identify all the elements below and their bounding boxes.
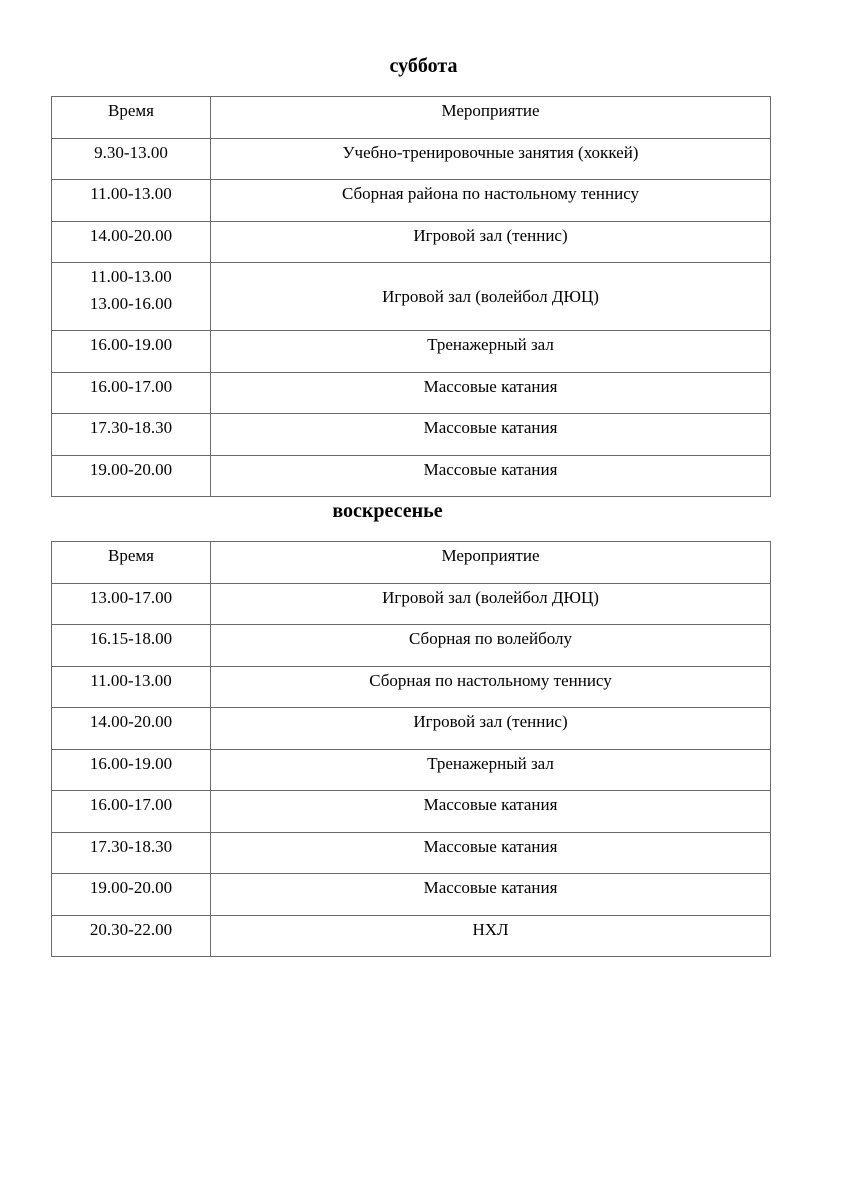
table-row	[52, 180, 771, 222]
event-cell: НХЛ	[211, 915, 771, 957]
time-column-header: Время	[52, 97, 211, 139]
time-cell: 16.00-19.00	[52, 331, 211, 373]
event-cell: Сборная по настольному теннису	[211, 666, 771, 708]
table-row	[52, 791, 771, 833]
table-header-row	[52, 542, 771, 584]
event-cell: Игровой зал (теннис)	[211, 708, 771, 750]
table-row	[52, 455, 771, 497]
time-cell: 11.00-13.00	[52, 666, 211, 708]
event-cell: Массовые катания	[211, 832, 771, 874]
table-row	[52, 666, 771, 708]
time-column-header: Время	[52, 542, 211, 584]
sunday-schedule-table	[51, 541, 771, 957]
event-cell: Учебно-тренировочные занятия (хоккей)	[211, 138, 771, 180]
table-row	[52, 874, 771, 916]
saturday-title: суббота	[389, 55, 458, 77]
table-header-row	[52, 97, 771, 139]
time-cell: 17.30-18.30	[52, 414, 211, 456]
table-row	[52, 832, 771, 874]
time-line: 13.00-16.00	[89, 294, 173, 313]
event-cell: Массовые катания	[211, 372, 771, 414]
event-cell: Игровой зал (теннис)	[211, 221, 771, 263]
saturday-schedule-table	[51, 96, 771, 497]
event-cell: Игровой зал (волейбол ДЮЦ)	[211, 583, 771, 625]
time-cell: 9.30-13.00	[52, 138, 211, 180]
table-row	[52, 372, 771, 414]
table-row	[52, 625, 771, 667]
time-cell: 19.00-20.00	[52, 874, 211, 916]
time-cell: 11.00-13.00	[52, 180, 211, 222]
event-cell: Массовые катания	[211, 414, 771, 456]
table-row	[52, 583, 771, 625]
table-row	[52, 708, 771, 750]
event-column-header: Мероприятие	[211, 542, 771, 584]
event-column-header: Мероприятие	[211, 97, 771, 139]
event-cell: Массовые катания	[211, 874, 771, 916]
time-cell	[52, 263, 211, 331]
time-cell: 14.00-20.00	[52, 708, 211, 750]
time-cell: 16.00-17.00	[52, 791, 211, 833]
event-cell: Массовые катания	[211, 455, 771, 497]
event-cell: Игровой зал (волейбол ДЮЦ)	[211, 263, 771, 331]
time-cell: 14.00-20.00	[52, 221, 211, 263]
event-cell: Тренажерный зал	[211, 749, 771, 791]
table-row	[52, 749, 771, 791]
event-cell: Сборная района по настольному теннису	[211, 180, 771, 222]
event-cell: Сборная по волейболу	[211, 625, 771, 667]
time-cell: 16.00-19.00	[52, 749, 211, 791]
time-line: 11.00-13.00	[90, 267, 172, 286]
time-cell: 17.30-18.30	[52, 832, 211, 874]
event-cell: Тренажерный зал	[211, 331, 771, 373]
table-row	[52, 331, 771, 373]
time-cell: 19.00-20.00	[52, 455, 211, 497]
table-row	[52, 915, 771, 957]
time-cell: 13.00-17.00	[52, 583, 211, 625]
table-row	[52, 221, 771, 263]
table-row	[52, 414, 771, 456]
table-row	[52, 138, 771, 180]
time-cell: 16.15-18.00	[52, 625, 211, 667]
table-row	[52, 263, 771, 331]
sunday-title: воскресенье	[332, 500, 443, 522]
event-cell: Массовые катания	[211, 791, 771, 833]
time-cell: 16.00-17.00	[52, 372, 211, 414]
time-cell: 20.30-22.00	[52, 915, 211, 957]
